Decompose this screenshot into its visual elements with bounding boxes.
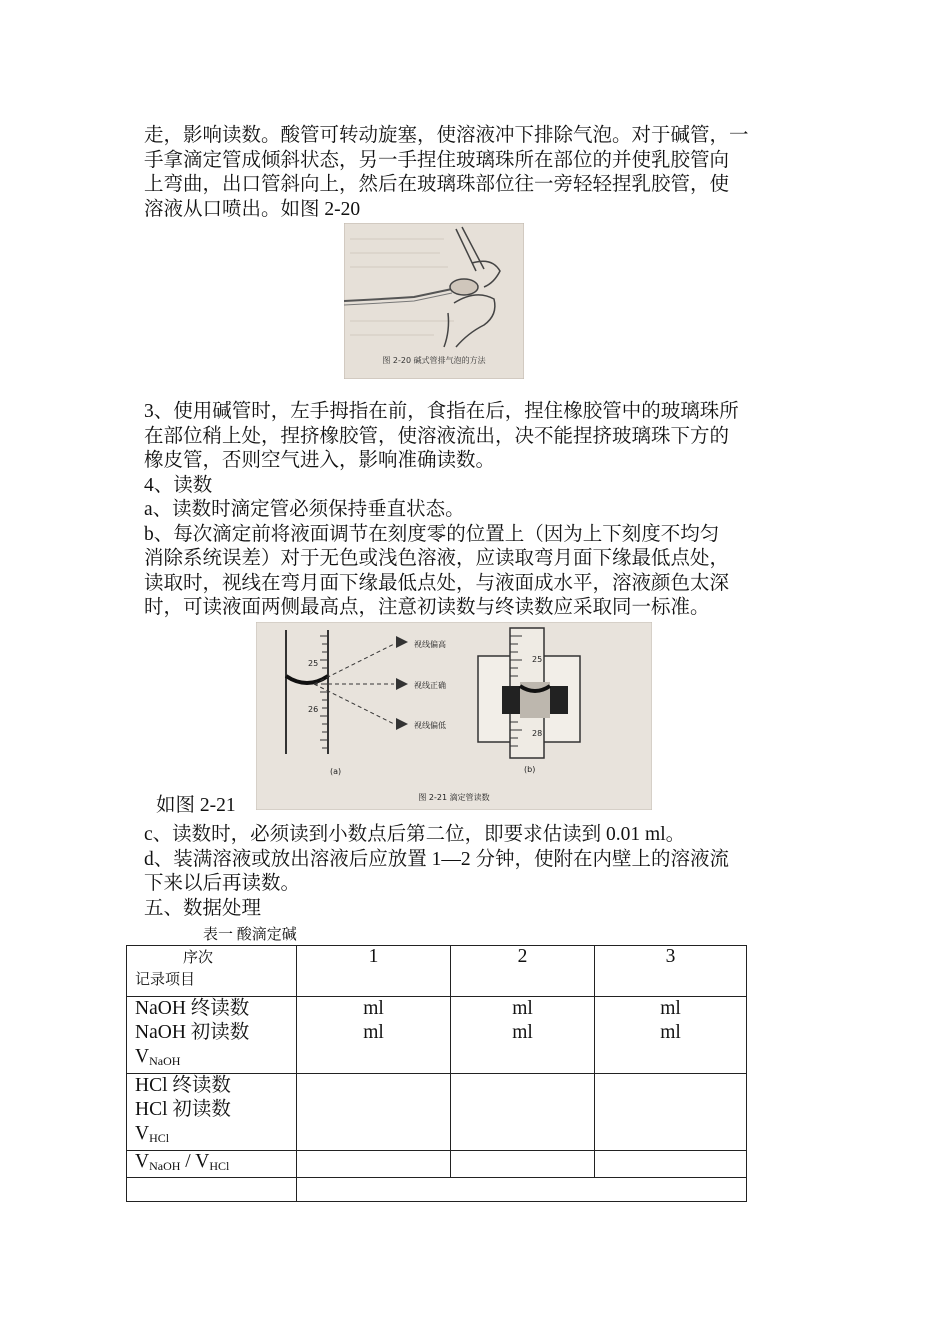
unit-label: ml	[660, 1022, 681, 1043]
hcl-final-label: HCl 终读数	[135, 1075, 231, 1096]
table-cell	[451, 1151, 595, 1178]
text-line: 溶液从口喷出。如图 2-20	[144, 198, 361, 220]
table-row-ratio	[127, 1151, 747, 1178]
panel-label-b: (b)	[524, 765, 536, 774]
label-view-low: 视线偏低	[414, 721, 446, 730]
naoh-final-label: NaOH 终读数	[135, 998, 250, 1019]
unit-label: ml	[512, 1022, 533, 1043]
text-line: 读取时，视线在弯月面下缘最低点处，与液面成水平，溶液颜色太深	[144, 572, 730, 594]
table-header-row	[127, 946, 747, 997]
table-merged-cell	[297, 1178, 747, 1202]
unit-label: ml	[660, 998, 681, 1019]
header-record-label: 记录项目	[135, 972, 196, 988]
text-line: 上弯曲，出口管斜向上，然后在玻璃珠部位往一旁轻轻捏乳胶管，使	[144, 174, 730, 195]
table-cell	[127, 1178, 297, 1202]
table-cell	[451, 997, 595, 1074]
text-line: 橡皮管，否则空气进入，影响准确读数。	[144, 450, 496, 471]
titration-data-table	[126, 945, 747, 1202]
text-line: 走，影响读数。酸管可转动旋塞，使溶液冲下排除气泡。对于碱管，一	[144, 125, 749, 146]
row-label-ratio	[127, 1151, 297, 1178]
ratio-separator: / V	[180, 1151, 210, 1172]
hcl-initial-label: HCl 初读数	[135, 1099, 231, 1120]
volume-subscript: NaOH	[149, 1054, 181, 1068]
table-row-hcl	[127, 1074, 747, 1151]
panel-label-a: (a)	[330, 767, 342, 776]
unit-label: ml	[512, 998, 533, 1019]
figure-2-20-image	[344, 223, 524, 379]
tick-label-26: 26	[308, 705, 319, 714]
unit-label: ml	[363, 1022, 384, 1043]
header-corner-cell	[127, 946, 297, 997]
text-line: 时，可读液面两侧最高点，注意初读数与终读数应采取同一标准。	[144, 597, 710, 618]
row-label-hcl	[127, 1074, 297, 1151]
table-cell	[297, 1151, 451, 1178]
row-label-naoh	[127, 997, 297, 1074]
table-cell	[297, 1074, 451, 1151]
volume-symbol: V	[135, 1151, 150, 1172]
text-line: 3、使用碱管时，左手拇指在前，食指在后，捏住橡胶管中的玻璃珠所	[144, 401, 739, 422]
label-view-correct: 视线正确	[414, 681, 446, 690]
naoh-volume-label	[135, 1045, 296, 1073]
table-cell	[595, 997, 747, 1074]
paragraph-reading-instructions	[144, 400, 816, 621]
table-caption: 表一 酸滴定碱	[203, 927, 297, 943]
text-line: a、读数时滴定管必须保持垂直状态。	[144, 499, 465, 520]
figure-2-21-reference: 如图 2-21	[156, 795, 236, 816]
paragraph-reading-precision	[144, 823, 816, 921]
column-header-3: 3	[595, 946, 747, 997]
unit-label: ml	[363, 998, 384, 1019]
table-cell	[595, 1151, 747, 1178]
table-row-summary	[127, 1178, 747, 1202]
figure-2-21	[256, 622, 652, 810]
table-cell	[297, 997, 451, 1074]
table-row-naoh	[127, 997, 747, 1074]
naoh-initial-label: NaOH 初读数	[135, 1022, 250, 1043]
text-line: d、装满溶液或放出溶液后应放置 1—2 分钟，使附在内壁上的溶液流	[144, 848, 730, 870]
column-header-2: 2	[451, 946, 595, 997]
text-line: 在部位稍上处，捏挤橡胶管，使溶液流出，决不能捏挤玻璃珠下方的	[144, 425, 730, 447]
column-header-1: 1	[297, 946, 451, 997]
figure-2-21-caption: 图 2-21 滴定管读数	[418, 793, 490, 802]
header-sequence-label: 序次	[183, 950, 214, 966]
text-line: 手拿滴定管成倾斜状态，另一手捏住玻璃珠所在部位的并使乳胶管向	[144, 149, 730, 171]
volume-symbol: V	[135, 1046, 150, 1067]
tick-label-25-b: 25	[532, 655, 543, 664]
table-cell	[595, 1074, 747, 1151]
text-line: 4、读数	[144, 474, 213, 496]
text-line: c、读数时，必须读到小数点后第二位，即要求估读到 0.01 ml。	[144, 824, 686, 845]
figure-2-20	[344, 223, 524, 379]
volume-subscript: HCl	[209, 1159, 230, 1173]
volume-subscript: NaOH	[149, 1159, 181, 1173]
text-line: b、每次滴定前将液面调节在刻度零的位置上（因为上下刻度不均匀	[144, 523, 720, 545]
text-line: 下来以后再读数。	[144, 873, 301, 894]
figure-2-20-caption: 图 2-20 碱式管排气泡的方法	[382, 356, 486, 365]
figure-2-21-image	[256, 622, 652, 810]
tick-label-28: 28	[532, 729, 543, 738]
tick-label-25: 25	[308, 659, 319, 668]
section-heading: 五、数据处理	[144, 897, 262, 919]
label-view-high: 视线偏高	[414, 640, 446, 649]
paragraph-bubble-removal	[144, 124, 816, 222]
hcl-volume-label	[135, 1122, 296, 1150]
table-cell	[451, 1074, 595, 1151]
volume-symbol: V	[135, 1123, 150, 1144]
volume-subscript: HCl	[149, 1131, 170, 1145]
text-line: 消除系统误差）对于无色或浅色溶液，应读取弯月面下缘最低点处，	[144, 548, 730, 569]
